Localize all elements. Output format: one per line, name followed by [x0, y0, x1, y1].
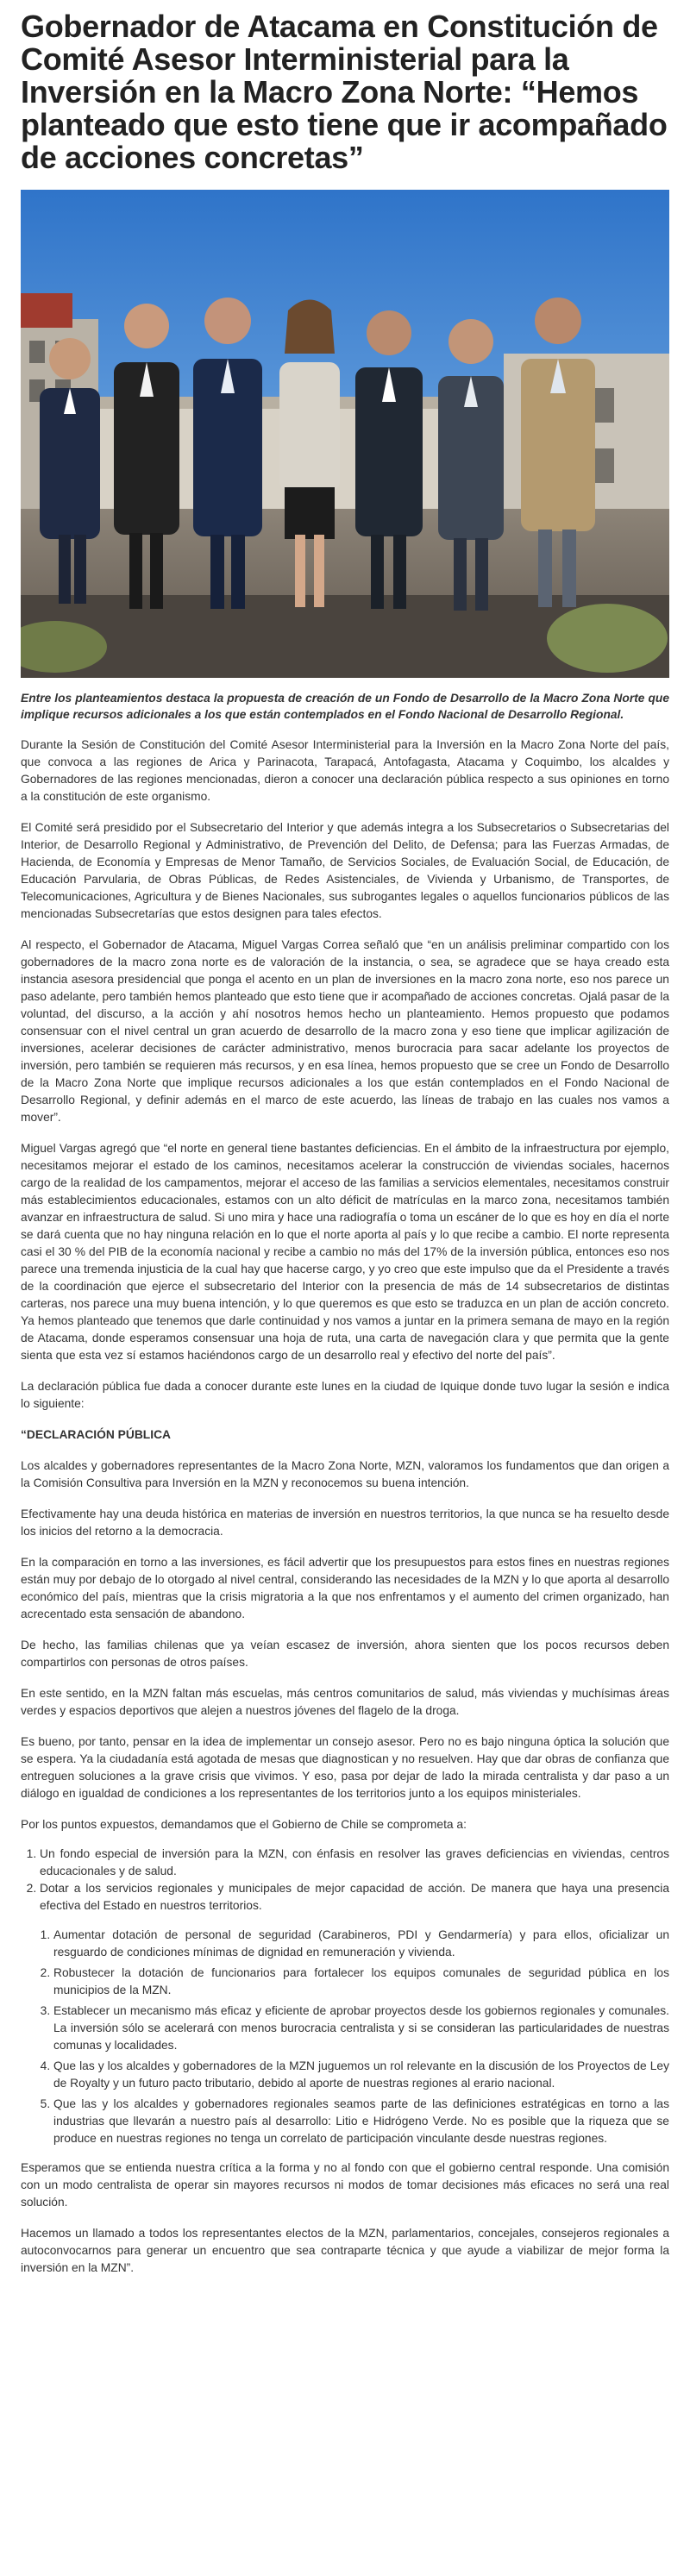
- paragraph-3: Al respecto, el Gobernador de Atacama, Miguel Vargas Correa señaló que “en un análisis preliminar compartido con los gobernadores de la macro zona norte es de valoración de la instancia, o sea, se agradece que se haya creado esta instancia asesora presidencial que ponga el acento en un plan de inversiones en la macro zona norte, eso nos parece un paso adelante, pero también hemos planteado que esto tiene que ir acompañado de acciones concretas. Ojalá pasar de la voluntad, del discurso, a la acción y ahí nosotros hemos hecho un planteamiento. Hemos propuesto que podamos consensuar con el nivel central un gran acuerdo de desarrollo de la macro zona y eso tiene que implicar agilización de inversiones, acelerar decisiones de carácter administrativo, menos burocracia para sacar adelante los proyectos de inversión, pero también se requieren más recursos, y en esa línea, hemos propuesto que se cree un Fondo de Desarrollo de la Macro Zona Norte que implique recursos adicionales a los que están contemplados en el Fondo Nacional de Desarrollo Regional, y definir además en el marco de este acuerdo, las líneas de trabajo en las cuales nos vamos a mover”.: [21, 938, 669, 1124]
- list-item: 2. Robustecer la dotación de funcionarios para fortalecer los equipos comunales de seguridad pública en los municipios de la MZN.: [53, 1965, 669, 1999]
- paragraph-5: La declaración pública fue dada a conocer durante este lunes en la ciudad de Iquique donde tuvo lugar la sesión e indica lo siguiente:: [21, 1380, 669, 1410]
- list-item: 1. Un fondo especial de inversión para la MZN, con énfasis en resolver las graves deficiencias en viviendas, centros educacionales y de salud.: [40, 1846, 669, 1880]
- article-title: Gobernador de Atacama en Constitución de Comité Asesor Interministerial para la Inversión en la Macro Zona Norte: “Hemos planteado que esto tiene que ir acompañado de acciones concretas”: [21, 9, 668, 175]
- list-item: 4. Que las y los alcaldes y gobernadores de la MZN juguemos un rol relevante en la discusión de los Proyectos de Ley de Royalty y un futuro pacto tributario, debido al aporte de nuestras regiones al erario nacional.: [53, 2058, 669, 2092]
- paragraph-2: El Comité será presidido por el Subsecretario del Interior y que además integra a los Subsecretarios o Subsecretarias del Interior, de Desarrollo Regional y Administrativo, de Prevención del Delito, de Defensa; para las Fuerzas Armadas, de Hacienda, de Economía y Empresas de Menor Tamaño, de Servicios Sociales, de Evaluación Social, de Educación, de Educación Parvularia, de Obras Públicas, de Redes Asistenciales, de Vivienda y Urbanismo, de Transportes, de Telecomunicaciones, Agricultura y de Bienes Nacionales, sus subrogantes legales o aquellos funcionarios públicos de las mencionadas Subsecretarías que estos designen para tales efectos.: [21, 821, 669, 920]
- list-item: 1. Aumentar dotación de personal de seguridad (Carabineros, PDI y Gendarmería) y para ellos, oficializar un resguardo de condiciones mínimas de dignidad en remuneración y vivienda.: [53, 1927, 669, 1961]
- demands-list-a: [21, 1846, 669, 1915]
- closing-paragraph-2: Hacemos un llamado a todos los representantes electos de la MZN, parlamentarios, concejales, consejeros regionales a autoconvocarnos para generar un encuentro que sea contraparte técnica y que ayude a viabilizar de mejor forma la inversión en la MZN”.: [21, 2227, 669, 2274]
- list-item: 3. Establecer un mecanismo más eficaz y eficiente de aprobar proyectos desde los gobiernos regionales y comunales. La inversión sólo se acelerará con menos burocracia centralista y si se consideran las particularidades de nuestras comunas y localidades.: [53, 2003, 669, 2054]
- declaration-paragraph-3: En la comparación en torno a las inversiones, es fácil advertir que los presupuestos para estos fines en nuestras regiones están muy por debajo de lo otorgado al nivel central, considerando las necesidades de la MZN y lo que aporta al desarrollo económico del país, mientras que la crisis migratoria a la que nos enfrentamos y el aumento del crimen organizado, han acrecentado esta sensación de abandono.: [21, 1556, 669, 1620]
- demands-list-b: [21, 1927, 669, 2147]
- declaration-paragraph-5: En este sentido, en la MZN faltan más escuelas, más centros comunitarios de salud, más viviendas y muchísimas áreas verdes y espacios deportivos que alejen a nuestros jóvenes del flagelo de la droga.: [21, 1687, 669, 1717]
- article-photo: [21, 190, 669, 678]
- list-item: 2. Dotar a los servicios regionales y municipales de mejor capacidad de acción. De manera que haya una presencia efectiva del Estado en nuestros territorios.: [40, 1880, 669, 1915]
- declaration-paragraph-7: Por los puntos expuestos, demandamos que el Gobierno de Chile se comprometa a:: [21, 1818, 467, 1831]
- declaration-paragraph-4: De hecho, las familias chilenas que ya veían escasez de inversión, ahora sienten que los pocos recursos deben compartirlos con personas de otros países.: [21, 1639, 669, 1669]
- group-photo-illustration: [21, 190, 669, 678]
- list-item: 5. Que las y los alcaldes y gobernadores regionales seamos parte de las definiciones estratégicas en torno a las industrias que llevarán a nuestro país al desarrollo: Litio e Hidrógeno Verde. No es posible que la riqueza que se produce en nuestras regiones no tenga un correlato de participación vinculante desde nuestras regiones.: [53, 2096, 669, 2147]
- declaration-heading: “DECLARACIÓN PÚBLICA: [21, 1428, 171, 1441]
- paragraph-4: Miguel Vargas agregó que “el norte en general tiene bastantes deficiencias. En el ámbito de la infraestructura por ejemplo, necesitamos mejorar el estado de los caminos, necesitamos acelerar la construcción de viviendas sociales, hacernos cargo de la realidad de los campamentos, mejorar el acceso de las familias a servicios elementales, necesitamos construir más establecimientos educacionales, estamos con un alto déficit de matrículas en la marco zona, necesitamos también avanzar en infraestructura de salud. Si uno mira y hace una radiografía o toma un escáner de lo que es hoy en día el norte se dará cuenta que no hay ninguna relación en lo que el norte aporta al país y lo que recibe a cambio. El norte representa casi el 30 % del PIB de la economía nacional y recibe a cambio no más del 17% de la inversión pública, entonces eso nos parece una tremenda injusticia de la cual hay que hacerse cargo, y yo creo que este impulso que da el Presidente a través de la coordinación que ejerce el subsecretario del Interior con la presencia de más de 14 subsecretarios de distintas carteras, nos parece una muy buena intención, y lo que queremos es que esto se traduzca en un plan de acción concreto. Ya hemos planteado que tenemos que darle continuidad y nos vamos a juntar en la primera semana de mayo en la región de Atacama, donde esperamos consensuar una hoja de ruta, una carta de navegación clara y que permita que la gente sienta que esta vez sí estamos haciéndonos cargo de un desarrollo real y efectivo del norte del país”.: [21, 1142, 669, 1362]
- article: [0, 10, 690, 2277]
- closing-paragraph-1: Esperamos que se entienda nuestra crítica a la forma y no al fondo con que el gobierno central responde. Una comisión con un modo centralista de operar sin mayores recursos ni modos de tomar decisiones más eficaces no será una real solución.: [21, 2161, 669, 2209]
- declaration-paragraph-6: Es bueno, por tanto, pensar en la idea de implementar un consejo asesor. Pero no es bajo ninguna óptica la solución que se espera. Ya la ciudadanía está agotada de mesas que diagnostican y no resuelven. Hay que dar obras de confianza que entreguen soluciones a la grave crisis que vivimos. Y eso, pasa por dejar de lado la mirada centralista y dar paso a un diálogo en igualdad de condiciones a los representantes de los territorios junto a los equipos ministeriales.: [21, 1735, 669, 1800]
- photo-caption: Entre los planteamientos destaca la propuesta de creación de un Fondo de Desarrollo de la Macro Zona Norte que implique recursos adicionales a los que están contemplados en el Fondo Nacional de Desarrollo Regional.: [21, 692, 669, 721]
- paragraph-1: Durante la Sesión de Constitución del Comité Asesor Interministerial para la Inversión en la Macro Zona Norte del país, que convoca a las regiones de Arica y Parinacota, Tarapacá, Antofagasta, Atacama y Coquimbo, los alcaldes y Gobernadores de las regiones mencionadas, dieron a conocer una declaración pública respecto a sus opiniones en torno a la constitución de este organismo.: [21, 738, 669, 803]
- declaration-paragraph-1: Los alcaldes y gobernadores representantes de la Macro Zona Norte, MZN, valoramos los fundamentos que dan origen a la Comisión Consultiva para Inversión en la MZN y reconocemos su buena intención.: [21, 1459, 669, 1489]
- declaration-paragraph-2: Efectivamente hay una deuda histórica en materias de inversión en nuestros territorios, la que nunca se ha resuelto desde los inicios del retorno a la democracia.: [21, 1507, 669, 1538]
